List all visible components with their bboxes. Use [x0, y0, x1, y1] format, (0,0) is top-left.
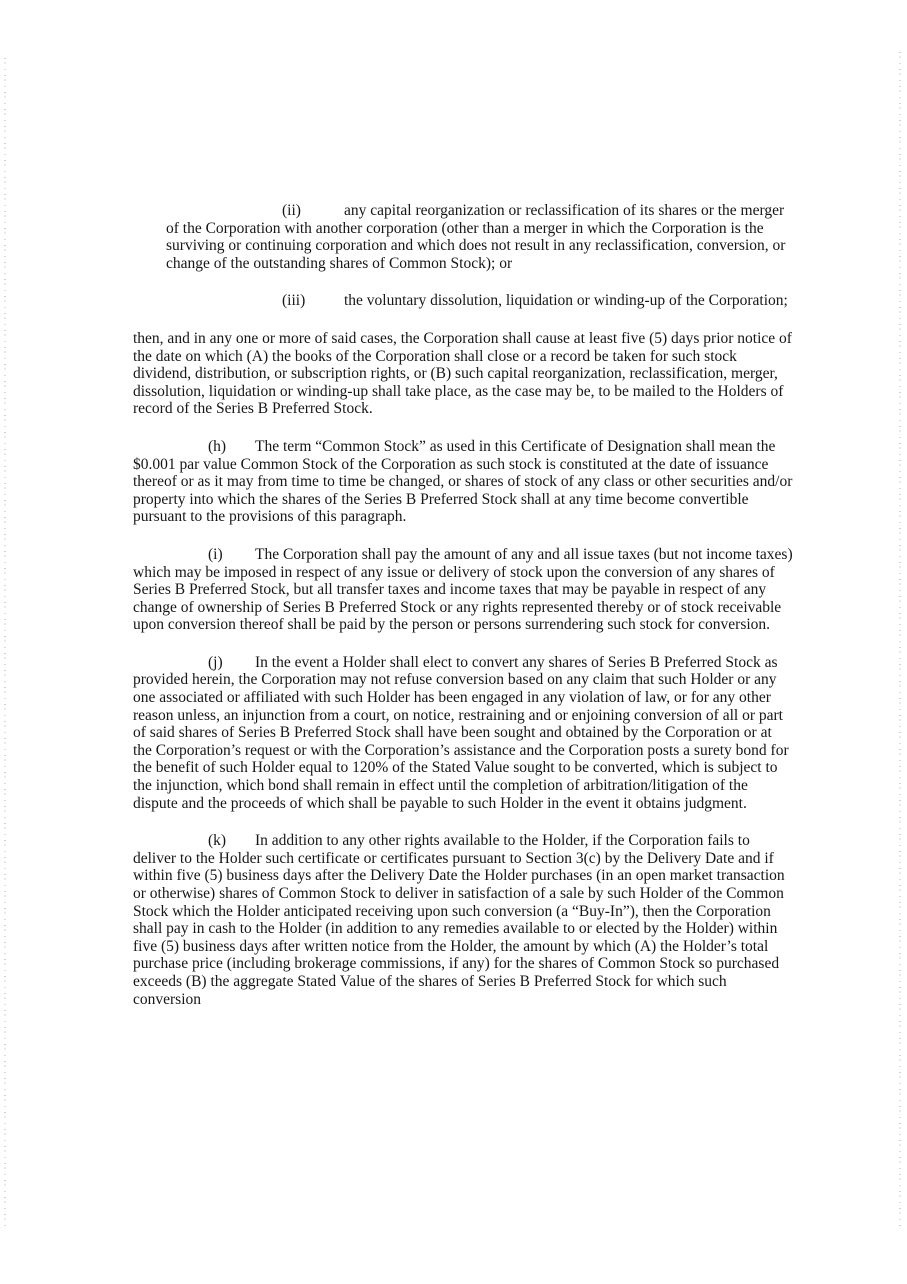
clause-ii-label: (ii)	[282, 202, 301, 219]
document-text-block	[133, 202, 793, 1028]
clause-i-text: The Corporation shall pay the amount of any and all issue taxes (but not income taxes) which may be imposed in respect of any issue or delivery of stock upon the conversion of any shares of Series B Preferred Stock, but all transfer taxes and income taxes that may be payable in respect of any change of ownership of Series B Preferred Stock or any rights represented thereby or of stock receivable upon conversion thereof shall be paid by the person or persons surrendering such stock for conversion.	[133, 545, 793, 634]
clause-j-label: (j)	[208, 653, 223, 671]
clause-h-paragraph	[133, 438, 793, 526]
clause-ii-paragraph	[166, 202, 793, 272]
clause-iii-label: (iii)	[282, 292, 306, 310]
clause-i-label: (i)	[208, 545, 223, 563]
clause-j-paragraph	[133, 654, 793, 812]
clause-k-label: (k)	[208, 832, 227, 850]
clause-h-label: (h)	[208, 437, 227, 455]
clause-k-text: In addition to any other rights available to the Holder, if the Corporation fails to deliver to the Holder such certificate or certificates pursuant to Section 3(c) by the Delivery Date and if within five (5) business days after the Delivery Date the Holder purchases (in an open market transaction or otherwise) shares of Common Stock to deliver in satisfaction of a sale by such Holder of the Common Stock which the Holder anticipated receiving upon such conversion (a “Buy-In”), then the Corporation shall pay in cash to the Holder (in addition to any remedies available to or elected by the Holder) within five (5) business days after written notice from the Holder, the amount by which (A) the Holder’s total purchase price (including brokerage commissions, if any) for the shares of Common Stock so purchased exceeds (B) the aggregate Stated Value of the shares of Series B Preferred Stock for which such conversion	[133, 832, 785, 1008]
scan-artifact-right-edge	[899, 52, 901, 1227]
clause-j-text: In the event a Holder shall elect to convert any shares of Series B Preferred Stock as provided herein, the Corporation may not refuse conversion based on any claim that such Holder or any one associated or affiliated with such Holder has been engaged in any violation of law, or for any other reason unless, an injunction from a court, on notice, restraining and or enjoining conversion of all or part of said shares of Series B Preferred Stock shall have been sought and obtained by the Corporation or at the Corporation’s request or with the Corporation’s assistance and the Corporation posts a surety bond for the benefit of such Holder equal to 120% of the Stated Value sought to be converted, which is subject to the injunction, which bond shall remain in effect until the completion of arbitration/litigation of the dispute and the proceeds of which shall be payable to such Holder in the event it obtains judgment.	[133, 653, 789, 812]
then-in-any-case-paragraph	[133, 330, 793, 418]
then-in-any-case-text: then, and in any one or more of said cases, the Corporation shall cause at least five (5) days prior notice of the date on which (A) the books of the Corporation shall close or a record be taken for such stock dividend, distribution, or subscription rights, or (B) such capital reorganization, reclassification, merger, dissolution, liquidation or winding-up shall take place, as the case may be, to be mailed to the Holders of record of the Series B Preferred Stock.	[133, 329, 792, 418]
clause-h-text: The term “Common Stock” as used in this Certificate of Designation shall mean the $0.001 par value Common Stock of the Corporation as such stock is constituted at the date of issuance thereof or as it may from time to time be changed, or shares of stock of any class or other securities and/or property into which the shares of the Series B Preferred Stock shall at any time become convertible pursuant to the provisions of this paragraph.	[133, 437, 793, 526]
scan-artifact-left-edge	[4, 58, 6, 1226]
clause-k-paragraph	[133, 832, 793, 1008]
clause-ii-text: any capital reorganization or reclassification of its shares or the merger of the Corporation with another corporation (other than a merger in which the Corporation is the surviving or continuing corporation and which does not result in any reclassification, conversion, or change of the outstanding shares of Common Stock); or	[166, 202, 786, 272]
clause-i-paragraph	[133, 546, 793, 634]
clause-iii-text: the voluntary dissolution, liquidation or winding-up of the Corporation;	[344, 292, 788, 310]
clause-iii-paragraph	[166, 292, 793, 310]
